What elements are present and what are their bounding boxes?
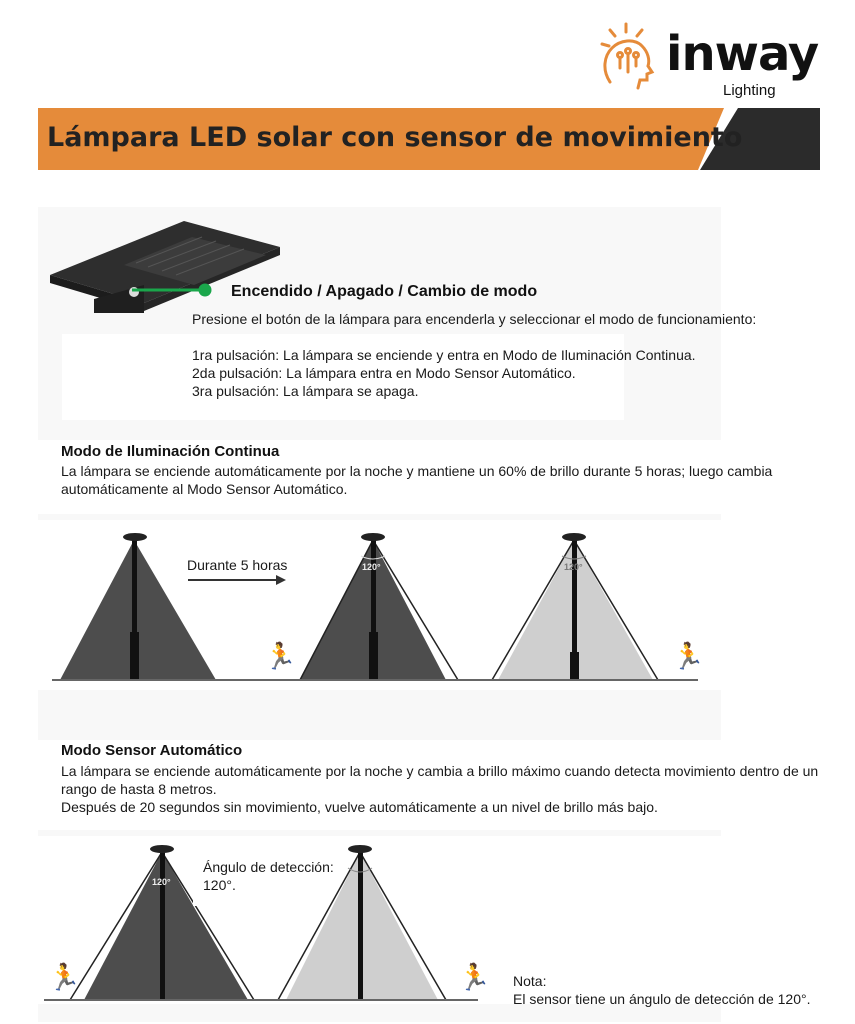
angle-label-sensor-1: 120° [152,877,171,887]
step-3: 3ra pulsación: La lámpara se apaga. [192,383,419,399]
brand-logo [600,22,820,102]
continuous-diagram [38,520,721,690]
continuous-heading: Modo de Iluminación Continua [61,443,280,460]
step-1: 1ra pulsación: La lámpara se enciende y entra en Modo de Iluminación Continua. [192,347,696,363]
note-text: El sensor tiene un ángulo de detección de 120°. [513,991,811,1007]
angle-label-cont-2: 120° [564,562,583,572]
title-banner [38,108,820,170]
note-title: Nota: [513,973,547,989]
runner-icon: 🏃 [672,641,705,671]
sensor-text: La lámpara se enciende automáticamente por la noche y cambia a brillo máximo cuando detecta movimiento dentro de un rango de hasta 8 metros. [61,763,819,797]
button-pointer [128,280,218,300]
runner-icon: 🏃 [48,962,81,992]
angle-label-cont-1: 120° [362,562,381,572]
lightbulb-head-icon [600,22,662,92]
detection-angle-label: Ángulo de detección: 120°. [203,859,334,893]
sensor-diagram [38,836,721,1004]
power-intro: Presione el botón de la lámpara para encenderla y seleccionar el modo de funcionamiento: [192,311,757,327]
sensor-heading: Modo Sensor Automático [61,742,243,759]
continuous-text: La lámpara se enciende automáticamente por la noche y mantiene un 60% de brillo durante 5 horas; luego cambia automáticamente al Modo Sensor Automático. [61,463,773,497]
runner-icon: 🏃 [458,962,491,992]
brand-name: inway [666,26,819,82]
power-heading: Encendido / Apagado / Cambio de modo [231,283,538,300]
sensor-text-2: Después de 20 segundos sin movimiento, vuelve automáticamente a un nivel de brillo más bajo. [61,799,658,815]
step-2: 2da pulsación: La lámpara entra en Modo Sensor Automático. [192,365,576,381]
brand-tagline: Lighting [723,82,776,99]
page-title: Lámpara LED solar con sensor de movimiento [47,122,743,153]
runner-icon: 🏃 [264,641,297,671]
arrow-label: Durante 5 horas [187,557,288,573]
